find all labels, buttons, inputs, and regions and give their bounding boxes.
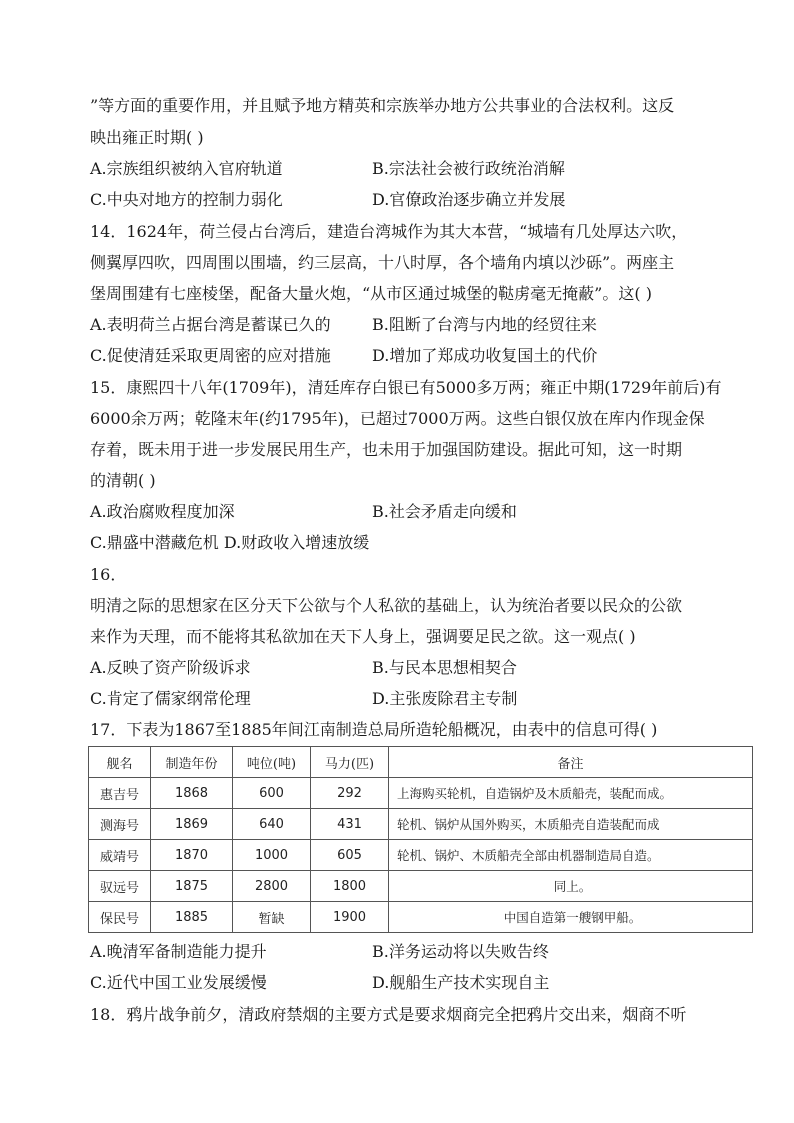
question-16-option-b: B.与民本思想相契合 <box>372 658 517 677</box>
cell-ship-name: 测海号 <box>89 809 151 840</box>
table-header-row <box>89 747 753 778</box>
cell-ship-name: 保民号 <box>89 902 151 933</box>
cell-remarks: 上海购买轮机，自造锅炉及木质船壳，装配而成。 <box>389 778 753 809</box>
question-15-text-line-4: 的清朝( ) <box>90 471 156 490</box>
cell-tonnage: 暂缺 <box>233 902 311 933</box>
cell-tonnage: 2800 <box>233 871 311 902</box>
question-15-option-c-d: C.鼎盛中潜藏危机 D.财政收入增速放缓 <box>90 533 370 552</box>
cell-ship-name: 惠吉号 <box>89 778 151 809</box>
question-16-text-line-1: 明清之际的思想家在区分天下公欲与个人私欲的基础上，认为统治者要以民众的公欲 <box>90 596 683 615</box>
cell-remarks: 同上。 <box>389 871 753 902</box>
question-16-option-d: D.主张废除君主专制 <box>372 689 518 708</box>
cell-build-year: 1885 <box>151 902 233 933</box>
question-13-option-b: B.宗法社会被行政统治消解 <box>372 159 565 178</box>
question-16-option-a: A.反映了资产阶级诉求 <box>90 658 251 677</box>
question-17-option-a: A.晚清军备制造能力提升 <box>90 942 267 961</box>
table-row <box>89 871 753 902</box>
header-tonnage: 吨位(吨) <box>233 747 311 778</box>
cell-tonnage: 1000 <box>233 840 311 871</box>
question-16-option-c: C.肯定了儒家纲常伦理 <box>90 689 251 708</box>
question-14-text-line-1: 14．1624年，荷兰侵占台湾后，建造台湾城作为其大本营，“城墙有几处厚达六吹， <box>90 222 688 241</box>
header-horsepower: 马力(匹) <box>311 747 389 778</box>
question-15-text-line-2: 6000余万两；乾隆末年(约1795年)，已超过7000万两。这些白银仅放在库内作现金保 <box>90 409 705 428</box>
cell-build-year: 1869 <box>151 809 233 840</box>
table-row <box>89 840 753 871</box>
question-17-option-b: B.洋务运动将以失败告终 <box>372 942 549 961</box>
question-18-text-line-1: 18．鸦片战争前夕，清政府禁烟的主要方式是要求烟商完全把鸦片交出来，烟商不听 <box>90 1005 687 1024</box>
question-14-option-b: B.阻断了台湾与内地的经贸往来 <box>372 315 597 334</box>
question-14-text-line-3: 堡周围建有七座棱堡，配备大量火炮，“从市区通过城堡的鞑虏毫无掩蔽”。这( ) <box>90 284 652 303</box>
question-15-option-a: A.政治腐败程度加深 <box>90 502 235 521</box>
cell-remarks: 轮机、锅炉、木质船壳全部由机器制造局自造。 <box>389 840 753 871</box>
cell-tonnage: 600 <box>233 778 311 809</box>
question-14-text-line-2: 侧翼厚四吹，四周围以围墙，约三层高，十八时厚，各个墙角内填以沙砾”。两座主 <box>90 253 675 272</box>
question-17-option-d: D.舰船生产技术实现自主 <box>372 973 550 992</box>
question-13-text-line-2: 映出雍正时期( ) <box>90 128 204 147</box>
header-remarks: 备注 <box>389 747 753 778</box>
cell-horsepower: 1800 <box>311 871 389 902</box>
header-build-year: 制造年份 <box>151 747 233 778</box>
cell-build-year: 1875 <box>151 871 233 902</box>
cell-horsepower: 1900 <box>311 902 389 933</box>
question-17-option-c: C.近代中国工业发展缓慢 <box>90 973 267 992</box>
question-16-text-line-2: 来作为天理，而不能将其私欲加在天下人身上，强调要足民之欲。这一观点( ) <box>90 627 636 646</box>
question-14-option-d: D.增加了郑成功收复国土的代价 <box>372 346 598 365</box>
question-15-option-b: B.社会矛盾走向缓和 <box>372 502 517 521</box>
question-13-option-d: D.官僚政治逐步确立并发展 <box>372 190 566 209</box>
ships-table <box>88 746 753 933</box>
question-15-text-line-3: 存着，既未用于进一步发展民用生产，也未用于加强国防建设。据此可知，这一时期 <box>90 440 683 459</box>
cell-remarks: 轮机、锅炉从国外购买，木质船壳自造装配而成 <box>389 809 753 840</box>
cell-horsepower: 292 <box>311 778 389 809</box>
question-13-text-line-1: ”等方面的重要作用，并且赋予地方精英和宗族举办地方公共事业的合法权利。这反 <box>90 96 675 115</box>
cell-remarks: 中国自造第一艘钢甲船。 <box>389 902 753 933</box>
cell-horsepower: 605 <box>311 840 389 871</box>
question-15-text-line-1: 15．康熙四十八年(1709年)，清廷库存白银已有5000多万两；雍正中期(1729年前后)有 <box>90 378 722 397</box>
question-14-option-a: A.表明荷兰占据台湾是蓄谋已久的 <box>90 315 331 334</box>
question-14-option-c: C.促使清廷采取更周密的应对措施 <box>90 346 331 365</box>
question-13-option-a: A.宗族组织被纳入官府轨道 <box>90 159 283 178</box>
table-row <box>89 778 753 809</box>
header-ship-name: 舰名 <box>89 747 151 778</box>
question-17-text-line-1: 17．下表为1867至1885年间江南制造总局所造轮船概况，由表中的信息可得( ) <box>90 720 658 739</box>
cell-horsepower: 431 <box>311 809 389 840</box>
question-16-number: 16． <box>90 565 127 584</box>
cell-ship-name: 威靖号 <box>89 840 151 871</box>
table-row <box>89 902 753 933</box>
cell-build-year: 1870 <box>151 840 233 871</box>
table-row <box>89 809 753 840</box>
question-13-option-c: C.中央对地方的控制力弱化 <box>90 190 283 209</box>
cell-tonnage: 640 <box>233 809 311 840</box>
cell-ship-name: 驭远号 <box>89 871 151 902</box>
cell-build-year: 1868 <box>151 778 233 809</box>
